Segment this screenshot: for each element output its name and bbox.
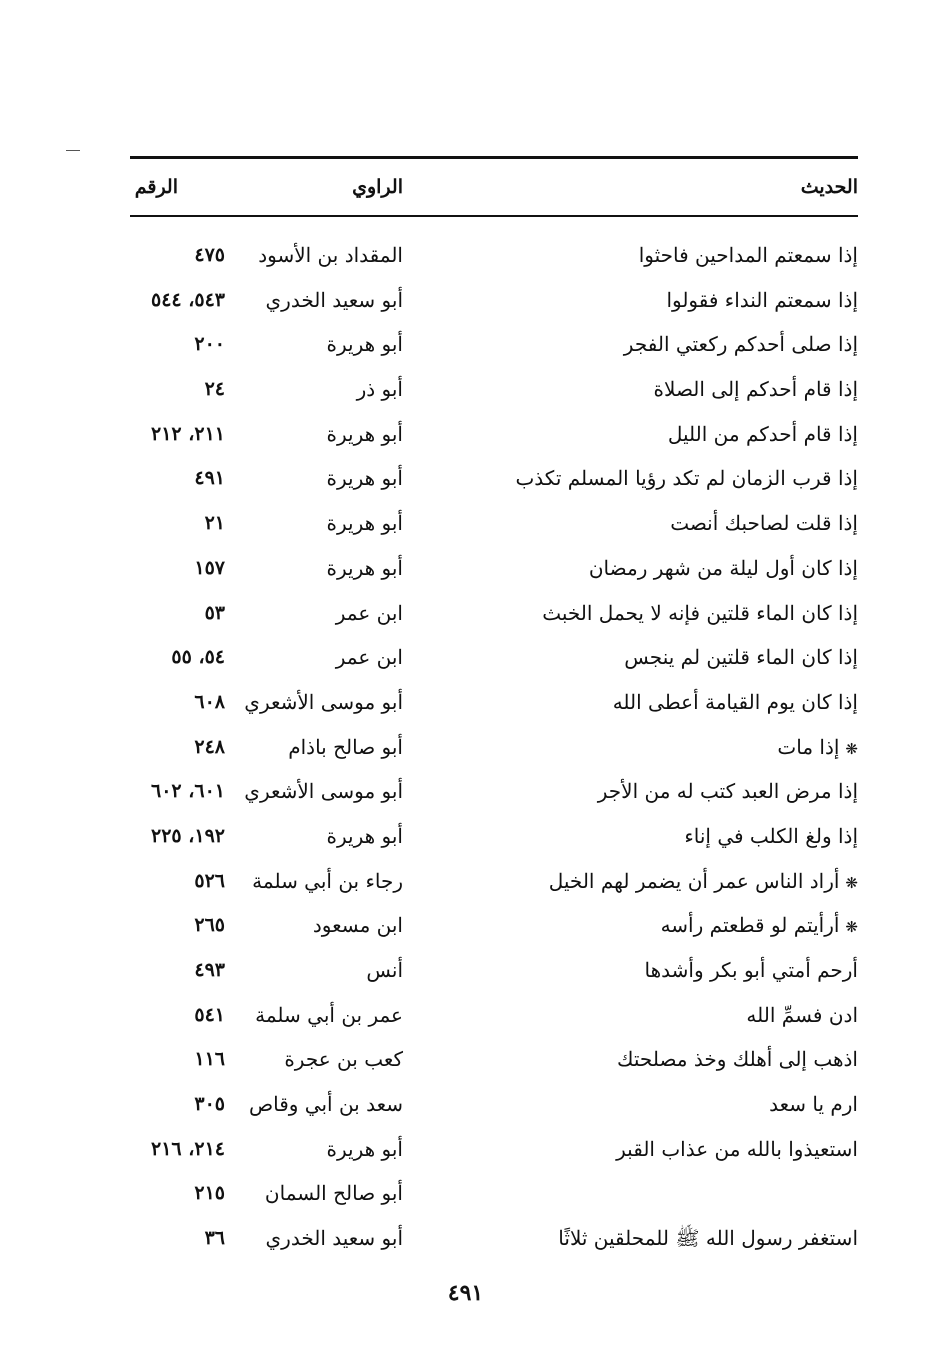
hadith-text: استعيذوا بالله من عذاب القبر [616,1136,858,1161]
number-cell: ٥٣ [204,601,225,624]
narrator-cell: أبو هريرة [326,555,403,580]
number-cell: ٥٤٣، ٥٤٤ [151,288,225,311]
narrator-cell: عمر بن أبي سلمة [255,1002,403,1027]
table-row [130,859,858,904]
number-cell: ٢١ [204,512,225,535]
narrator-cell: أبو ذر [356,377,403,402]
hadith-text: إذا سمعتم النداء فقولوا [666,287,858,312]
number-cell: ٢١٥ [194,1182,225,1205]
table-row [130,591,858,636]
table-row [130,680,858,725]
number-cell: ٤٩٣ [194,959,225,981]
number-cell: ٣٠٥ [194,1093,225,1116]
narrator-cell: أنس [366,958,403,982]
hadith-text: أرحم أمتي أبو بكر وأشدها [644,958,858,982]
hadith-cell [746,993,858,1037]
hadith-cell [589,546,858,590]
table-row [130,456,858,501]
table-row [130,1171,858,1216]
hadith-cell [666,278,858,322]
table-header [130,159,858,215]
header-hadith: الحديث [800,176,858,198]
header-number: الرقم [134,176,178,198]
narrator-cell: ابن عمر [335,600,403,625]
number-cell: ١١٦ [194,1048,225,1071]
hadith-cell [644,948,858,992]
hadith-cell [542,591,858,635]
table-row [130,412,858,457]
hadith-text: إذا مات [777,734,840,759]
number-cell: ٤٧٥ [194,244,225,266]
hadith-text: إذا كان الماء قلتين فإنه لا يحمل الخبث [542,600,858,625]
number-cell: ٥٢٦ [194,869,225,892]
table-row [130,233,858,278]
hadith-cell [668,412,858,456]
hadith-text: إذا قرب الزمان لم تكد رؤيا المسلم تكذب [515,466,858,491]
hadith-cell [769,1082,858,1126]
hadith-text: إذا صلى أحدكم ركعتي الفجر [623,332,858,357]
hadith-text: إذا مرض العبد كتب له من الأجر [597,779,858,804]
hadith-cell [777,725,858,771]
narrator-cell: سعد بن أبي وقاص [248,1092,403,1117]
hadith-text: إذا ولغ الكلب في إناء [684,823,858,848]
narrator-cell: كعب بن عجرة [284,1047,403,1072]
margin-mark [66,150,80,151]
table-row [130,367,858,412]
page-number: ٤٩١ [447,1280,484,1306]
narrator-cell: أبو هريرة [326,1136,403,1161]
header-narrator: الراوي [352,176,403,198]
number-cell: ٦٠١، ٦٠٢ [151,780,225,803]
table-row [130,635,858,680]
hadith-cell [624,322,858,366]
narrator-cell: أبو سعيد الخدري [265,287,403,312]
hadith-text: ارم يا سعد [769,1092,858,1117]
hadith-cell [654,367,858,411]
hadith-text: إذا قام أحدكم إلى الصلاة [653,377,858,402]
hadith-cell [598,769,858,813]
table-row [130,322,858,367]
narrator-cell: المقداد بن الأسود [258,243,403,267]
hadith-cell [624,635,858,679]
table-row [130,725,858,770]
table-row [130,1216,858,1261]
number-cell: ٢١٤، ٢١٦ [151,1137,225,1160]
number-cell: ١٥٧ [194,556,225,579]
number-cell: ٢٤ [204,378,225,401]
hadith-text: اذهب إلى أهلك وخذ مصلحتك [617,1047,858,1072]
number-cell: ٥٤١ [194,1003,225,1026]
number-cell: ١٩٢، ٢٢٥ [151,824,225,847]
table-row [130,1127,858,1172]
table-body [130,217,858,1261]
number-cell: ٢٦٥ [194,914,225,937]
table-row [130,1082,858,1127]
hadith-cell [515,456,858,500]
narrator-cell: ابن عمر [335,645,403,670]
hadith-text: أراد الناس عمر أن يضمر لهم الخيل [548,868,840,893]
hadith-cell [639,233,858,277]
narrator-cell: أبو هريرة [326,421,403,446]
number-cell: ٢٠٠ [194,333,225,356]
hadith-text: أرأيتم لو قطعتم رأسه [660,913,840,938]
number-cell: ٢٤٨ [194,735,225,758]
table-row [130,278,858,323]
number-cell: ٥٤، ٥٥ [171,646,225,669]
hadith-cell [549,859,858,905]
hadith-text: إذا سمعتم المداحين فاحثوا [638,243,858,267]
table-row [130,546,858,591]
hadith-index-table [130,156,858,1261]
hadith-cell [617,1037,858,1081]
asterisk-icon: ❋ [845,873,858,892]
hadith-text: استغفر رسول الله ﷺ للمحلقين ثلاثًا [558,1226,858,1251]
narrator-cell: أبو صالح باذام [288,734,403,759]
narrator-cell: رجاء بن أبي سلمة [252,868,403,893]
hadith-text: إذا كان أول ليلة من شهر رمضان [588,555,858,580]
table-row [130,948,858,993]
narrator-cell: أبو سعيد الخدري [265,1226,403,1251]
hadith-text: إذا قلت لصاحبك أنصت [670,511,858,536]
table-row [130,501,858,546]
hadith-cell [613,680,858,724]
hadith-cell [661,903,858,949]
narrator-cell: أبو صالح السمان [264,1181,403,1206]
number-cell: ٣٦ [204,1227,225,1250]
table-row [130,814,858,859]
hadith-cell [684,814,858,858]
narrator-cell: أبو هريرة [326,823,403,848]
table-row [130,903,858,948]
narrator-cell: ابن مسعود [312,913,403,938]
table-row [130,993,858,1038]
hadith-cell [616,1127,858,1171]
hadith-text: ادن فسمِّ الله [746,1002,858,1027]
hadith-text: إذا كان يوم القيامة أعطى الله [612,689,858,714]
table-row [130,1037,858,1082]
number-cell: ٦٠٨ [194,690,225,713]
number-cell: ٢١١، ٢١٢ [151,422,225,445]
table-row [130,769,858,814]
hadith-text: إذا قام أحدكم من الليل [667,421,858,446]
asterisk-icon: ❋ [845,739,858,758]
asterisk-icon: ❋ [845,918,858,937]
hadith-text: إذا كان الماء قلتين لم ينجس [624,645,858,670]
hadith-cell [558,1216,858,1260]
narrator-cell: أبو موسى الأشعري [244,779,403,804]
number-cell: ٤٩١ [194,467,225,490]
narrator-cell: أبو هريرة [326,332,403,357]
hadith-cell [670,501,858,545]
narrator-cell: أبو هريرة [326,466,403,491]
narrator-cell: أبو هريرة [326,511,403,536]
narrator-cell: أبو موسى الأشعري [244,689,403,714]
